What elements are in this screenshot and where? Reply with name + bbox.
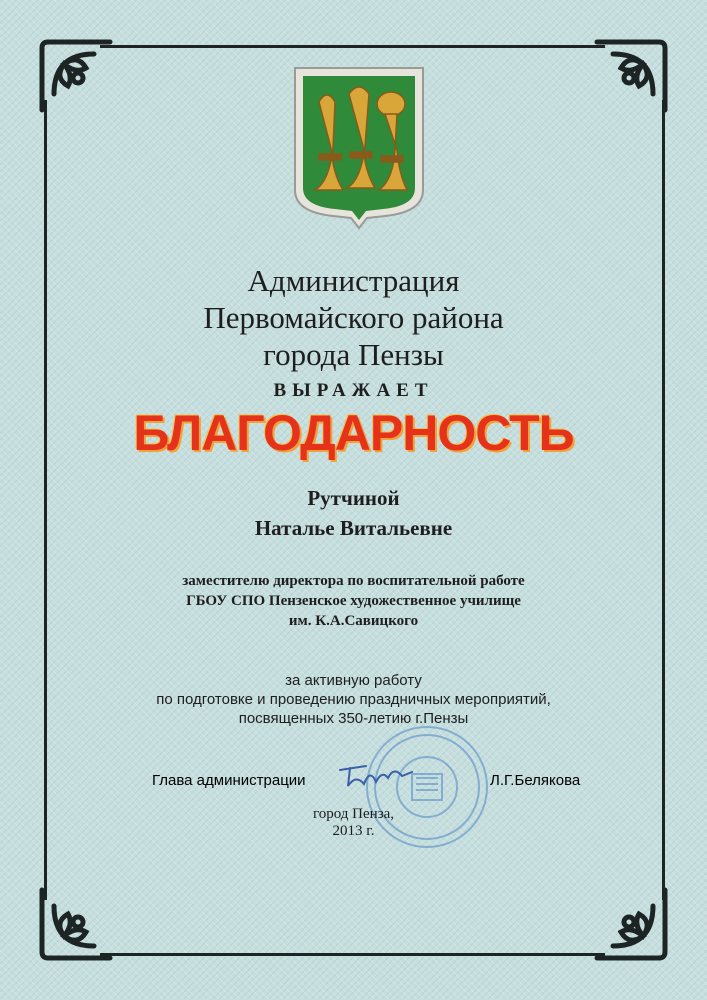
handwritten-signature <box>336 756 416 792</box>
position-line-1: заместителю директора по воспитательной работе <box>182 573 525 589</box>
recipient-surname: Рутчиной <box>307 486 400 510</box>
coat-of-arms-emblem <box>289 62 429 230</box>
verb-heading: ВЫРАЖАЕТ <box>273 380 434 401</box>
issuer-block <box>0 262 707 373</box>
reason-line-3: посвященных 350-летию г.Пензы <box>238 710 469 727</box>
recipient-block <box>0 483 707 543</box>
reason-line-2: по подготовке и проведению праздничных мероприятий, <box>156 691 551 708</box>
reason-line-1: за активную работу <box>285 672 422 689</box>
corner-ornament-bottom-right <box>589 882 673 966</box>
position-line-2: ГБОУ СПО Пензенское художественное училище <box>186 593 521 609</box>
reason-block <box>0 671 707 728</box>
recipient-given-names: Наталье Витальевне <box>254 516 453 540</box>
place-city: город Пенза, <box>312 806 395 822</box>
position-block <box>0 571 707 631</box>
issuer-line-1: Администрация <box>247 263 460 298</box>
corner-ornament-bottom-left <box>34 882 118 966</box>
signature-title: Глава администрации <box>152 772 306 789</box>
issuer-line-3: города Пензы <box>263 337 444 372</box>
frame-top-line <box>100 45 605 48</box>
issuer-line-2: Первомайского района <box>203 300 504 335</box>
signatory-name: Л.Г.Белякова <box>490 772 581 789</box>
frame-bottom-line <box>100 953 605 956</box>
corner-ornament-top-right <box>589 34 673 118</box>
place-date-block <box>0 806 707 840</box>
corner-ornament-top-left <box>34 34 118 118</box>
position-line-3: им. К.А.Савицкого <box>288 613 419 629</box>
award-title: БЛАГОДАРНОСТЬ <box>133 405 574 461</box>
place-year: 2013 г. <box>332 823 375 839</box>
